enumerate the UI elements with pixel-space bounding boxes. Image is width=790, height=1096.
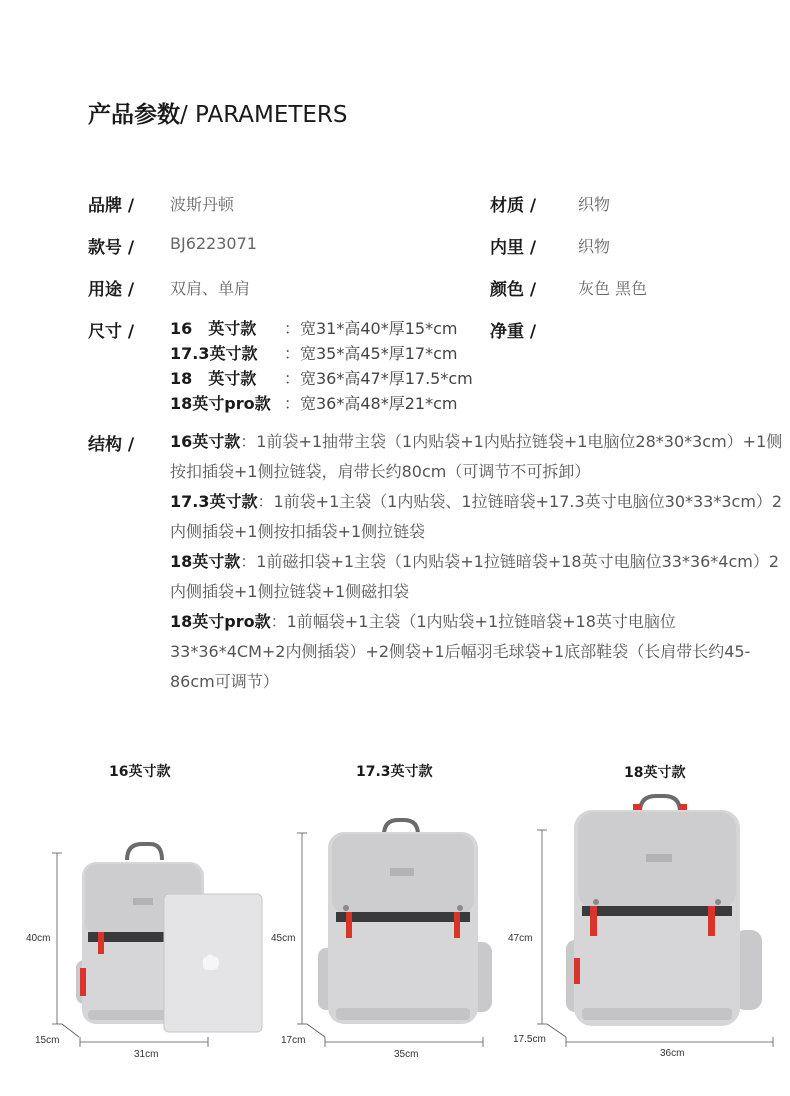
brand-label: 品牌 / xyxy=(88,196,135,216)
backpack-17-image xyxy=(318,820,492,1024)
dim-height-17: 45cm xyxy=(271,933,296,944)
dim-depth-18: 17.5cm xyxy=(513,1034,546,1045)
structure-item xyxy=(170,487,790,547)
structure-key: 18英寸款 xyxy=(170,552,241,571)
structure-item xyxy=(170,547,790,607)
structure-key: 18英寸pro款 xyxy=(170,612,271,631)
model-label: 款号 / xyxy=(88,238,135,258)
material-label: 材质 / xyxy=(490,196,537,216)
title-en: / PARAMETERS xyxy=(180,102,348,128)
laptop-image xyxy=(164,894,262,1032)
material-value: 织物 xyxy=(578,195,611,214)
usage-value: 双肩、单肩 xyxy=(170,279,251,298)
size-value: ：宽36*高48*厚21*cm xyxy=(284,394,458,413)
dim-width-16: 31cm xyxy=(134,1049,159,1060)
dim-depth-16: 15cm xyxy=(35,1035,60,1046)
product-title-16: 16英寸款 xyxy=(109,764,171,780)
structure-item xyxy=(170,427,790,487)
title-cn: 产品参数 xyxy=(88,102,180,128)
structure-key: 17.3英寸款 xyxy=(170,492,258,511)
size-value: ：宽35*高45*厚17*cm xyxy=(284,344,458,363)
dim-width-17: 35cm xyxy=(394,1049,419,1060)
size-label: 尺寸 / xyxy=(88,322,135,342)
structure-value: ：1前袋+1主袋（1内贴袋、1拉链暗袋+17.3英寸电脑位30*33*3cm）2内侧插袋+1侧按扣插袋+1侧拉链袋 xyxy=(170,492,783,541)
size-key: 17.3英寸款 xyxy=(170,344,258,363)
lining-label: 内里 / xyxy=(490,238,537,258)
size-row xyxy=(170,391,473,416)
structure-list xyxy=(170,427,790,697)
products-illustration xyxy=(0,780,790,1096)
page-title xyxy=(88,96,348,129)
structure-value: ：1前幅袋+1主袋（1内贴袋+1拉链暗袋+18英寸电脑位33*36*4CM+2内侧插袋）+2侧袋+1后幅羽毛球袋+1底部鞋袋（长肩带长约45-86cm可调节） xyxy=(170,612,751,691)
color-label: 颜色 / xyxy=(490,280,537,300)
brand-value: 波斯丹顿 xyxy=(170,195,235,214)
size-list xyxy=(170,316,473,416)
structure-value: ：1前袋+1抽带主袋（1内贴袋+1内贴拉链袋+1电脑位28*30*3cm）+1侧按扣插袋+1侧拉链袋，肩带长约80cm（可调节不可拆卸） xyxy=(170,432,783,481)
dim-height-18: 47cm xyxy=(508,933,533,944)
size-key: 18英寸pro款 xyxy=(170,394,271,413)
color-value: 灰色 黑色 xyxy=(578,279,648,298)
size-row xyxy=(170,316,473,341)
weight-label: 净重 / xyxy=(490,322,537,342)
structure-item xyxy=(170,607,790,697)
size-key: 16 英寸款 xyxy=(170,319,257,338)
model-value: BJ6223071 xyxy=(170,234,257,253)
size-row xyxy=(170,341,473,366)
backpack-18-image xyxy=(566,796,762,1026)
size-value: ：宽36*高47*厚17.5*cm xyxy=(284,369,473,388)
usage-label: 用途 / xyxy=(88,280,135,300)
dim-width-18: 36cm xyxy=(660,1048,685,1059)
product-title-18: 18英寸款 xyxy=(624,765,686,781)
structure-value: ：1前磁扣袋+1主袋（1内贴袋+1拉链暗袋+18英寸电脑位33*36*4cm）2内侧插袋+1侧拉链袋+1侧磁扣袋 xyxy=(170,552,780,601)
structure-label: 结构 / xyxy=(88,435,135,455)
structure-key: 16英寸款 xyxy=(170,432,241,451)
lining-value: 织物 xyxy=(578,237,611,256)
size-row xyxy=(170,366,473,391)
size-key: 18 英寸款 xyxy=(170,369,257,388)
product-title-17: 17.3英寸款 xyxy=(356,764,433,780)
dim-height-16: 40cm xyxy=(26,933,51,944)
size-value: ：宽31*高40*厚15*cm xyxy=(284,319,458,338)
dim-depth-17: 17cm xyxy=(281,1035,306,1046)
